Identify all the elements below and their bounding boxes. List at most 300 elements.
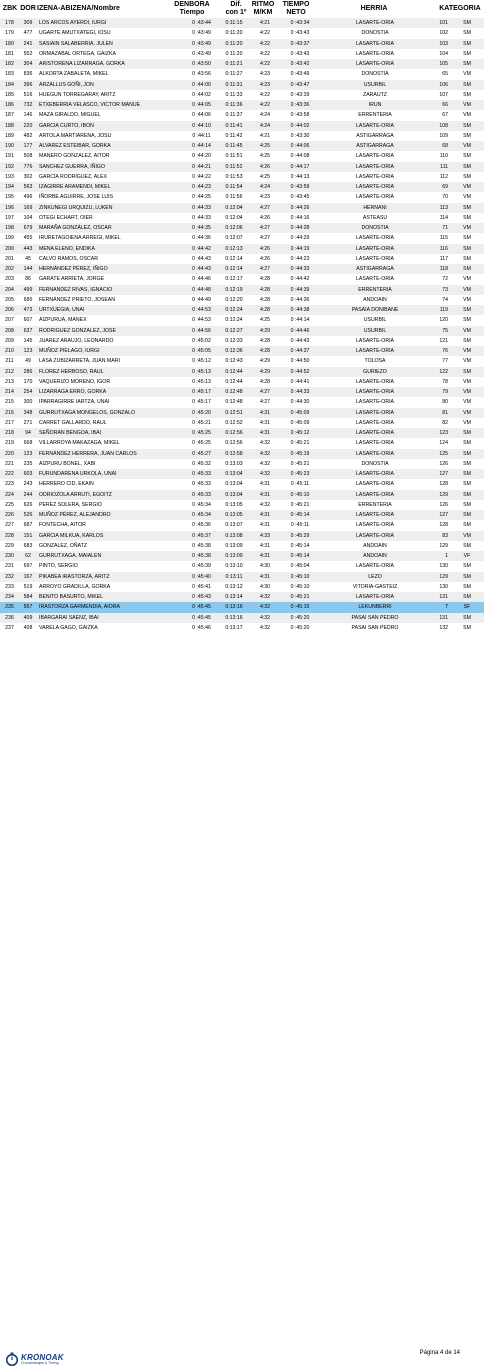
cell-kat-pos: 118 [430,264,450,274]
table-row [0,141,484,151]
cell-tiempo: 0 :43:47 [280,80,320,90]
cell-dif: 0:11:52 [218,162,250,172]
cell-herria: LEKUNBERRI [320,602,430,612]
header-tiempo: TIEMPO NETO [282,1,310,16]
cell-ritmo: 4:26 [259,255,271,262]
cell-ritmo: 4:26 [250,162,280,172]
cell-dif: 0:11:37 [225,112,243,119]
cell-dor: 508 [23,153,33,160]
cell-ritmo: 4:28 [259,378,271,385]
cell-herria: ANDOAIN [320,551,430,561]
cell-dif: 0:12:19 [218,285,250,295]
cell-name: LASA ZUBIZARRETA, JUAN MARI [39,358,120,365]
cell-zbk: 186 [0,100,19,110]
cell-denbora: 0 :45:45 [185,602,218,612]
cell-name: PIKABEA IRASTORZA, ARITZ [37,572,185,582]
cell-kategoria: SM [450,162,484,172]
table-row [0,377,484,387]
cell-tiempo: 0 :44:30 [290,399,310,406]
cell-zbk: 225 [5,501,14,508]
cell-name: MAZA GIRALDO, MIGUEL [39,112,101,119]
cell-tiempo: 0 :43:43 [290,50,310,57]
cell-tiempo: 0 :44:43 [290,337,310,344]
cell-kategoria: SM [463,542,471,549]
cell-kategoria: VM [463,296,471,303]
cell-kategoria: SM [450,449,484,459]
cell-ritmo: 4:28 [259,276,271,283]
cell-denbora: 0 :44:36 [192,235,211,242]
cell-name: VILLARROYA MAKAZAGA, MIKEL [39,440,120,447]
cell-denbora: 0 :45:45 [185,613,218,623]
cell-name: CARRET GALLARDO, RAUL [39,419,107,426]
cell-dif: 0:12:56 [225,440,243,447]
cell-kategoria: SM [450,613,484,623]
cell-dor: 151 [19,531,37,541]
cell-denbora: 0 :44:35 [185,223,218,233]
cell-dif: 0:13:04 [218,469,250,479]
header-kategoria: KATEGORIA [439,5,481,12]
cell-dor: 455 [23,235,33,242]
cell-kat-pos: 128 [439,522,448,529]
cell-kategoria: SM [463,317,471,324]
cell-herria: LASARTE-ORIA [320,182,430,192]
cell-kat-pos: 69 [430,182,450,192]
cell-zbk: 229 [5,542,14,549]
cell-dor: 409 [19,613,37,623]
cell-denbora: 0 :43:49 [192,30,211,37]
table-row [0,346,484,356]
cell-kat-pos: 75 [430,326,450,336]
cell-herria: LASARTE-ORIA [356,563,394,570]
cell-ritmo: 4:26 [259,214,271,221]
cell-tiempo: 0 :44:37 [280,346,320,356]
cell-herria: LASARTE-ORIA [320,592,430,602]
cell-kategoria: SM [450,510,484,520]
cell-ritmo: 4:28 [250,305,280,315]
cell-tiempo: 0 :45:20 [280,613,320,623]
cell-dif: 0:11:53 [225,173,243,180]
cell-kat-pos: 74 [442,296,448,303]
table-row [0,541,484,551]
table-row [0,356,484,366]
cell-name: ORMAZABAL ORTEGA, GAIZKA [39,50,116,57]
cell-tiempo: 0 :44:26 [280,203,320,213]
cell-dor: 668 [23,440,33,447]
cell-herria: VITORIA-GASTEIZ [352,583,398,590]
cell-dif: 0:11:36 [218,100,250,110]
cell-denbora: 0 :44:49 [192,296,211,303]
cell-zbk: 208 [0,326,19,336]
cell-tiempo: 0 :45:20 [290,624,310,631]
cell-herria: ERRENTERIA [358,501,392,508]
cell-zbk: 211 [5,358,14,365]
cell-kat-pos: 122 [430,367,450,377]
cell-denbora: 0 :44:00 [185,80,218,90]
cell-dif: 0:12:44 [225,378,243,385]
cell-name: FERNANDEZ RIVAS, IGNACIO [37,285,185,295]
cell-kategoria: SM [463,481,471,488]
cell-kategoria: SM [463,91,471,98]
cell-kat-pos: 7 [430,602,450,612]
cell-name: GURRUTXAGA, MAIALEN [37,551,185,561]
cell-zbk: 222 [0,469,19,479]
cell-herria: LASARTE-ORIA [356,419,394,426]
table-row [0,131,484,141]
cell-zbk: 185 [5,91,14,98]
cell-dor: 552 [23,50,33,57]
cell-herria: DONOSTIA [320,223,430,233]
cell-ritmo: 4:32 [250,602,280,612]
cell-name: PINTO, SERGIO [39,563,78,570]
cell-zbk: 223 [5,481,14,488]
cell-ritmo: 4:25 [259,173,271,180]
table-row [0,459,484,469]
cell-ritmo: 4:27 [250,223,280,233]
cell-name: ALKORTA ZABALETA, MIKEL [39,71,109,78]
cell-denbora: 0 :45:37 [185,531,218,541]
cell-kat-pos: 110 [439,153,448,160]
table-row [0,59,484,69]
cell-zbk: 215 [5,399,14,406]
cell-name: GARATE ARRIETA, JORGE [39,276,104,283]
table-row [0,254,484,264]
cell-tiempo: 0 :45:11 [290,481,310,488]
cell-herria: DONOSTIA [361,71,389,78]
cell-kat-pos: 123 [430,428,450,438]
cell-kategoria: SM [463,624,471,631]
kronoak-logo [5,1352,67,1366]
cell-name: LIZARRAGA ERRO, GORKA [37,387,185,397]
header-herria: HERRIA [360,5,388,12]
cell-tiempo: 0 :44:13 [290,173,310,180]
cell-kategoria: SM [450,572,484,582]
cell-herria: LASARTE-ORIA [320,408,430,418]
cell-kat-pos: 129 [430,572,450,582]
cell-dor: 254 [19,387,37,397]
cell-dif: 0:13:03 [225,460,243,467]
table-row [0,121,484,131]
cell-ritmo: 4:31 [250,408,280,418]
cell-ritmo: 4:29 [250,326,280,336]
cell-herria: LASARTE-ORIA [320,510,430,520]
cell-kategoria: SM [450,244,484,254]
cell-dif: 0:13:11 [218,572,250,582]
cell-kategoria: VM [463,194,471,201]
cell-kat-pos: 78 [442,378,448,385]
table-row [0,274,484,284]
cell-dor: 567 [19,602,37,612]
cell-herria: ERRENTERIA [320,285,430,295]
cell-denbora: 0 :45:32 [192,460,211,467]
cell-tiempo: 0 :43:49 [290,71,310,78]
table-row [0,18,484,28]
cell-tiempo: 0 :43:58 [290,112,310,119]
cell-denbora: 0 :45:46 [192,624,211,631]
cell-herria: ANDOAIN [363,296,387,303]
cell-ritmo: 4:27 [259,399,271,406]
cell-denbora: 0 :45:38 [192,542,211,549]
cell-zbk: 220 [0,449,19,459]
cell-kat-pos: 121 [439,337,448,344]
cell-zbk: 191 [5,153,14,160]
cell-dor: 637 [19,326,37,336]
cell-tiempo: 0 :45:04 [290,563,310,570]
cell-dif: 0:11:20 [225,30,243,37]
cell-kategoria: VM [463,358,471,365]
table-row [0,582,484,592]
cell-dif: 0:13:14 [218,592,250,602]
cell-zbk: 193 [5,173,14,180]
cell-zbk: 180 [0,39,19,49]
cell-herria: ERRENTERIA [358,112,392,119]
cell-ritmo: 4:22 [259,91,271,98]
cell-kategoria: VF [450,551,484,561]
cell-herria: LASARTE-ORIA [356,522,394,529]
cell-name: GARCIA MILKUA, KARLOS [37,531,185,541]
cell-kat-pos: 108 [430,121,450,131]
cell-dif: 0:12:27 [218,326,250,336]
logo-subtitle: Cronometrajes & Timing [21,1361,59,1365]
cell-kat-pos: 115 [439,235,448,242]
cell-dor: 607 [23,317,33,324]
cell-name: GARCÍA RODRÍGUEZ, ALEX [39,173,108,180]
cell-kat-pos: 70 [442,194,448,201]
cell-zbk: 192 [0,162,19,172]
cell-dif: 0:13:10 [225,563,243,570]
cell-ritmo: 4:22 [259,30,271,37]
cell-zbk: 197 [5,214,14,221]
table-row [0,490,484,500]
cell-dif: 0:13:04 [218,490,250,500]
cell-dif: 0:12:51 [218,408,250,418]
cell-tiempo: 0 :43:36 [280,100,320,110]
cell-name: ZINKUNEGI URQUIZU, LUKEN [37,203,185,213]
cell-kategoria: SM [463,255,471,262]
cell-kategoria: SM [450,18,484,28]
cell-zbk: 217 [5,419,14,426]
cell-dor: 836 [23,71,33,78]
cell-denbora: 0 :45:13 [192,378,211,385]
cell-kategoria: VM [463,71,471,78]
cell-ritmo: 4:33 [250,531,280,541]
cell-tiempo: 0 :44:33 [280,264,320,274]
cell-herria: LASARTE-ORIA [320,121,430,131]
cell-denbora: 0 :44:53 [185,305,218,315]
cell-herria: LASARTE-ORIA [356,50,394,57]
cell-zbk: 181 [5,50,14,57]
cell-herria: LASARTE-ORIA [320,387,430,397]
cell-ritmo: 4:28 [250,285,280,295]
cell-name: IBARGARAI SAENZ, IBAI [37,613,185,623]
cell-dif: 0:12:04 [218,203,250,213]
cell-denbora: 0 :44:20 [192,153,211,160]
table-row [0,367,484,377]
cell-tiempo: 0 :45:14 [290,542,310,549]
cell-kategoria: SM [463,173,471,180]
cell-herria: LASARTE-ORIA [320,244,430,254]
table-row [0,561,484,571]
cell-tiempo: 0 :45:09 [290,419,310,426]
cell-name: JUAREZ ARAUJO, LEONARDO [39,337,114,344]
cell-tiempo: 0 :44:41 [290,378,310,385]
cell-dif: 0:12:48 [218,387,250,397]
cell-herria: USURBIL [320,80,430,90]
cell-kat-pos: 77 [442,358,448,365]
cell-dif: 0:13:16 [218,613,250,623]
table-row [0,418,484,428]
cell-tiempo: 0 :45:14 [280,551,320,561]
cell-zbk: 188 [0,121,19,131]
cell-herria: LASARTE-ORIA [320,346,430,356]
cell-herria: DONOSTIA [361,30,389,37]
cell-herria: LASARTE-ORIA [320,39,430,49]
cell-zbk: 210 [0,346,19,356]
cell-denbora: 0 :45:36 [192,522,211,529]
table-row [0,244,484,254]
cell-denbora: 0 :45:13 [185,367,218,377]
cell-tiempo: 0 :45:21 [290,501,310,508]
cell-ritmo: 4:27 [250,387,280,397]
cell-ritmo: 4:28 [259,337,271,344]
cell-dif: 0:12:20 [225,296,243,303]
cell-kategoria: VM [450,141,484,151]
table-row [0,408,484,418]
cell-denbora: 0 :44:22 [192,173,211,180]
cell-name: ARTOLA MARTIARENA, JOSU [39,132,112,139]
cell-herria: LASARTE-ORIA [356,153,394,160]
cell-tiempo: 0 :44:42 [290,276,310,283]
cell-kategoria: SM [463,583,471,590]
cell-ritmo: 4:31 [259,522,271,529]
cell-dor: 348 [19,408,37,418]
cell-name: ODRIOZOLA ARRUTI, EGOITZ [37,490,185,500]
cell-name: HERNÁNDEZ PÉREZ, IÑIGO [37,264,185,274]
cell-name: VARELA GAGO, GAIZKA [39,624,98,631]
page-number: Página 4 de 14 [419,1350,460,1356]
cell-zbk: 219 [5,440,14,447]
cell-zbk: 184 [0,80,19,90]
cell-tiempo: 0 :45:14 [280,510,320,520]
cell-name: FLOREZ HERBOSO, RAUL [37,367,185,377]
cell-herria: USURBIL [363,317,387,324]
cell-zbk: 206 [0,305,19,315]
cell-dor: 169 [19,203,37,213]
cell-denbora: 0 :44:05 [185,100,218,110]
cell-dif: 0:12:06 [218,223,250,233]
cell-tiempo: 0 :44:39 [280,285,320,295]
cell-dor: 241 [19,39,37,49]
cell-name: GONZALEZ, OÑATZ [39,542,88,549]
cell-herria: GURIEZO [320,367,430,377]
cell-ritmo: 4:32 [259,460,271,467]
cell-name: UGARTE AMUTXATEGI, IOSU [39,30,111,37]
cell-dor: 477 [23,30,33,37]
footer [0,672,484,1365]
cell-dif: 0:12:13 [218,244,250,254]
cell-kategoria: SM [463,30,471,37]
cell-denbora: 0 :45:20 [185,408,218,418]
cell-kategoria: SM [463,153,471,160]
cell-ritmo: 4:22 [250,100,280,110]
cell-dif: 0:12:58 [218,449,250,459]
cell-denbora: 0 :43:50 [185,59,218,69]
cell-kat-pos: 73 [430,285,450,295]
cell-tiempo: 0 :45:12 [280,428,320,438]
cell-dor: 687 [23,522,33,529]
cell-name: ALVAREZ ESTEIBAR, GORKA [37,141,185,151]
cell-zbk: 194 [0,182,19,192]
cell-herria: LASARTE-ORIA [320,59,430,69]
cell-denbora: 0 :45:34 [192,501,211,508]
cell-name: PEREZ SOLERA, SERGIO [39,501,102,508]
cell-dif: 0:11:56 [225,194,243,201]
results-table [0,18,484,633]
cell-kat-pos: 71 [430,223,450,233]
cell-tiempo: 0 :45:09 [280,408,320,418]
cell-name: MANERO GONZALEZ, AITOR [39,153,110,160]
cell-dor: 496 [23,194,33,201]
cell-kategoria: VM [450,387,484,397]
cell-tiempo: 0 :45:21 [290,460,310,467]
table-row [0,90,484,100]
cell-denbora: 0 :43:56 [192,71,211,78]
cell-ritmo: 4:31 [250,490,280,500]
cell-name: GARCIA CURTO, IBON [37,121,185,131]
cell-kategoria: SM [450,490,484,500]
cell-denbora: 0 :45:05 [185,346,218,356]
cell-dif: 0:11:54 [218,182,250,192]
table-row [0,397,484,407]
cell-dor: 686 [23,296,33,303]
cell-name: LOS ARCOS AYERDI, IURGI [37,18,185,28]
cell-ritmo: 4:32 [259,501,271,508]
cell-name: MUÑOZ PIELAGO, IURGI [37,346,185,356]
cell-herria: ANDOAIN [363,542,387,549]
cell-dor: 243 [23,481,33,488]
cell-dor: 104 [23,214,33,221]
cell-dif: 0:12:52 [225,419,243,426]
cell-kategoria: SM [463,132,471,139]
table-row [0,479,484,489]
cell-zbk: 207 [5,317,14,324]
cell-name: IÑORBE AGUIRRE, JOSE LUIS [39,194,114,201]
cell-kat-pos: 109 [439,132,448,139]
cell-dor: 304 [19,59,37,69]
table-row [0,295,484,305]
cell-kategoria: SM [463,501,471,508]
cell-tiempo: 0 :44:17 [280,162,320,172]
cell-tiempo: 0 :43:43 [290,30,310,37]
cell-kat-pos: 76 [430,346,450,356]
cell-denbora: 0 :45:38 [185,551,218,561]
table-row [0,520,484,530]
cell-name: CALVO RAMOS, OSCAR [39,255,98,262]
cell-dor: 732 [19,100,37,110]
cell-ritmo: 4:21 [250,18,280,28]
cell-denbora: 0 :45:43 [185,592,218,602]
cell-zbk: 235 [0,602,19,612]
cell-denbora: 0 :45:34 [185,510,218,520]
cell-zbk: 189 [5,132,14,139]
table-row [0,49,484,59]
cell-dif: 0:12:14 [218,264,250,274]
table-row [0,213,484,223]
cell-kat-pos: 105 [430,59,450,69]
cell-kategoria: SM [450,121,484,131]
cell-ritmo: 4:31 [250,510,280,520]
table-row [0,223,484,233]
cell-dif: 0:12:56 [218,428,250,438]
